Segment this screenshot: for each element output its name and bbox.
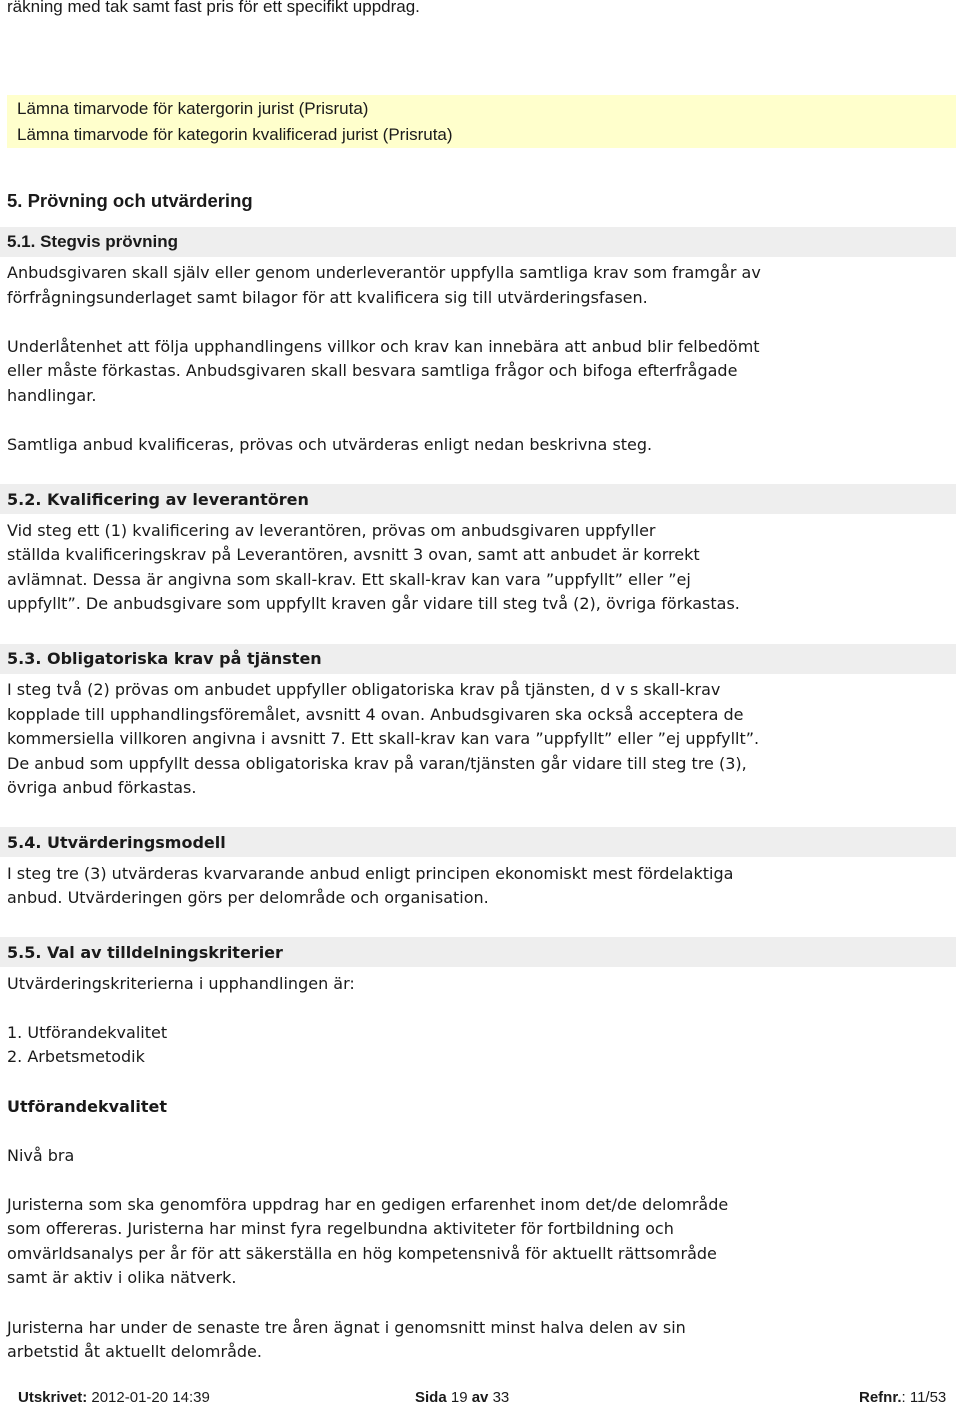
- paragraph-line: [7, 360, 737, 382]
- printed-value: 2012-01-20 14:39: [91, 1389, 210, 1406]
- list-item: 2. Arbetsmetodik: [7, 1047, 145, 1066]
- paragraph-line: kopplade till upphandlingsföremålet, avsnitt 4 ovan. Anbudsgivaren ska också acceptera de: [7, 705, 744, 724]
- section-heading: 5. Prövning och utvärdering: [7, 190, 253, 211]
- list-item: 1. Utförandekvalitet: [7, 1023, 168, 1042]
- footer-page: [415, 1388, 509, 1408]
- paragraph-line: ställda kvalificeringskrav på Leverantören, avsnitt 3 ovan, samt att anbudet är korrekt: [7, 545, 700, 564]
- paragraph-fragment: Anbudsgivaren skall besvara samtliga frågor och bifoga efterfrågade: [185, 361, 738, 380]
- paragraph-line: samt är aktiv i olika nätverk.: [7, 1268, 237, 1287]
- subsection-heading: 5.2. Kvalificering av leverantören: [7, 490, 309, 509]
- ref-value: : 11/53: [901, 1389, 947, 1406]
- price-line-jurist: Lämna timarvode för katergorin jurist (Prisruta): [17, 99, 369, 118]
- subsection-heading: 5.4. Utvärderingsmodell: [7, 833, 226, 852]
- paragraph-line: De anbud som uppfyllt dessa obligatoriska krav på varan/tjänsten går vidare till steg tre (3),: [7, 754, 747, 773]
- ref-label: Refnr.: [859, 1389, 902, 1406]
- paragraph-line: Juristerna har under de senaste tre åren ägnat i genomsnitt minst halva delen av sin: [7, 1318, 686, 1337]
- footer-ref: [859, 1388, 946, 1408]
- paragraph-line: Underlåtenhet att följa upphandlingens villkor och krav kan innebära att anbud blir felbedömt: [7, 337, 760, 356]
- paragraph-line: handlingar.: [7, 386, 97, 405]
- page-total: 33: [492, 1389, 510, 1406]
- page-label: Sida: [415, 1389, 447, 1406]
- intro-line: räkning med tak samt fast pris för ett specifikt uppdrag.: [7, 0, 420, 16]
- subsection-heading: 5.3. Obligatoriska krav på tjänsten: [7, 649, 322, 668]
- footer-printed: [18, 1388, 210, 1408]
- paragraph-line: I steg tre (3) utvärderas kvarvarande anbud enligt principen ekonomiskt mest fördelaktiga: [7, 864, 734, 883]
- paragraph-line: Anbudsgivaren skall själv eller genom underleverantör uppfylla samtliga krav som framgår av: [7, 263, 761, 282]
- paragraph-line: avlämnat. Dessa är angivna som skall-krav. Ett skall-krav kan vara ”uppfyllt” eller ”ej: [7, 570, 691, 589]
- paragraph-line: anbud. Utvärderingen görs per delområde och organisation.: [7, 888, 489, 907]
- paragraph-line: uppfyllt”. De anbudsgivare som uppfyllt kraven går vidare till steg två (2), övriga förkastas.: [7, 594, 740, 613]
- paragraph-line: Utvärderingskriterierna i upphandlingen är:: [7, 974, 355, 993]
- level-label: Nivå bra: [7, 1146, 75, 1165]
- subsection-heading: 5.1. Stegvis prövning: [7, 232, 178, 251]
- paragraph-line: förfrågningsunderlaget samt bilagor för att kvalificera sig till utvärderingsfasen.: [7, 288, 648, 307]
- paragraph-line: Samtliga anbud kvalificeras, prövas och utvärderas enligt nedan beskrivna steg.: [7, 435, 653, 454]
- paragraph-line: övriga anbud förkastas.: [7, 778, 197, 797]
- paragraph-line: I steg två (2) prövas om anbudet uppfyller obligatoriska krav på tjänsten, d v s skall-krav: [7, 680, 721, 699]
- printed-label: Utskrivet:: [18, 1389, 88, 1406]
- paragraph-line: kommersiella villkoren angivna i avsnitt 7. Ett skall-krav kan vara ”uppfyllt” eller ”ej uppfyllt”.: [7, 729, 760, 748]
- price-line-qualified-jurist: Lämna timarvode för kategorin kvalificerad jurist (Prisruta): [17, 125, 453, 144]
- paragraph-line: omvärldsanalys per år för att säkerställa en hög kompetensnivå för aktuellt rättsområde: [7, 1244, 717, 1263]
- page-number: 19: [450, 1389, 468, 1406]
- page-of-label: av: [471, 1389, 489, 1406]
- paragraph-line: som offereras. Juristerna har minst fyra regelbundna aktiviteter för fortbildning och: [7, 1219, 674, 1238]
- subsection-heading: 5.5. Val av tilldelningskriterier: [7, 943, 283, 962]
- paragraph-line: Vid steg ett (1) kvalificering av leverantören, prövas om anbudsgivaren uppfyller: [7, 521, 656, 540]
- criterion-heading: Utförandekvalitet: [7, 1097, 167, 1116]
- paragraph-line: Juristerna som ska genomföra uppdrag har en gedigen erfarenhet inom det/de delområde: [7, 1195, 729, 1214]
- paragraph-line: arbetstid åt aktuellt delområde.: [7, 1342, 262, 1361]
- paragraph-fragment: eller måste förkastas.: [7, 361, 181, 380]
